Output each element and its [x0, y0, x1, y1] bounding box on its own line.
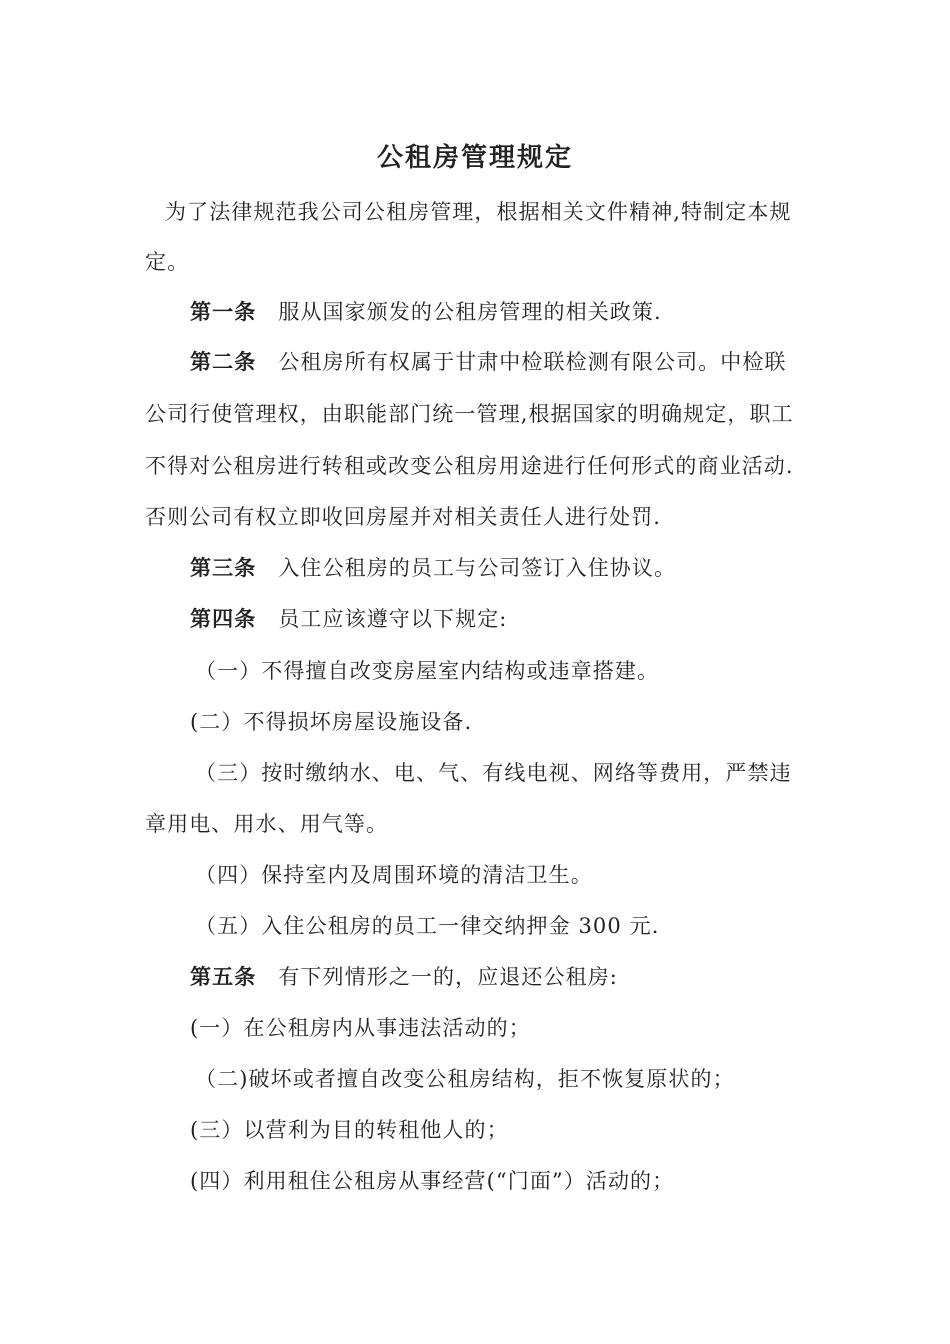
- article-5-item-2: （二)破坏或者擅自改变公租房结构，拒不恢复原状的；: [195, 1067, 735, 1091]
- article-5-text: 有下列情形之一的，应退还公租房:: [278, 965, 618, 989]
- article-3-text: 入住公租房的员工与公司签订入住协议。: [278, 556, 677, 580]
- article-4-item-3: （三）按时缴纳水、电、气、有线电视、网络等费用，严禁违: [195, 761, 792, 785]
- article-4-item-5: （五）入住公租房的员工一律交纳押金 300 元.: [195, 914, 660, 938]
- article-5-item-4: (四）利用租住公租房从事经营(“门面”）活动的；: [190, 1169, 675, 1193]
- article-2-label: 第二条: [190, 349, 257, 374]
- article-2: [190, 348, 787, 376]
- article-4: [190, 605, 508, 633]
- article-4-item-3-cont: 章用电、用水、用气等。: [145, 812, 389, 836]
- article-1: [190, 298, 662, 326]
- article-4-item-1: （一）不得擅自改变房屋室内结构或违章搭建。: [195, 659, 660, 683]
- document-title: 公租房管理规定: [376, 143, 573, 173]
- intro-line-1: 为了法律规范我公司公租房管理，根据相关文件精神,特制定本规: [165, 200, 792, 224]
- intro-line-2: 定。: [145, 250, 190, 274]
- article-2-line-3: 不得对公租房进行转租或改变公租房用途进行任何形式的商业活动.: [145, 454, 794, 478]
- article-3: [190, 554, 676, 582]
- article-1-text: 服从国家颁发的公租房管理的相关政策.: [278, 300, 662, 324]
- article-1-label: 第一条: [190, 299, 257, 324]
- article-5-item-3: (三）以营利为目的转租他人的；: [190, 1118, 509, 1142]
- article-5-label: 第五条: [190, 964, 257, 989]
- article-4-text: 员工应该遵守以下规定:: [278, 607, 508, 631]
- article-2-text: 公租房所有权属于甘肃中检联检测有限公司。中检联: [278, 350, 787, 374]
- article-5: [190, 963, 618, 991]
- article-4-item-2: (二）不得损坏房屋设施设备.: [190, 710, 473, 734]
- article-4-label: 第四条: [190, 606, 257, 631]
- article-3-label: 第三条: [190, 555, 257, 580]
- article-2-line-4: 否则公司有权立即收回房屋并对相关责任人进行处罚.: [145, 505, 662, 529]
- article-4-item-4: （四）保持室内及周围环境的清洁卫生。: [195, 863, 593, 887]
- article-5-item-1: (一）在公租房内从事违法活动的；: [190, 1016, 531, 1040]
- article-2-line-2: 公司行使管理权，由职能部门统一管理,根据国家的明确规定，职工: [145, 402, 794, 426]
